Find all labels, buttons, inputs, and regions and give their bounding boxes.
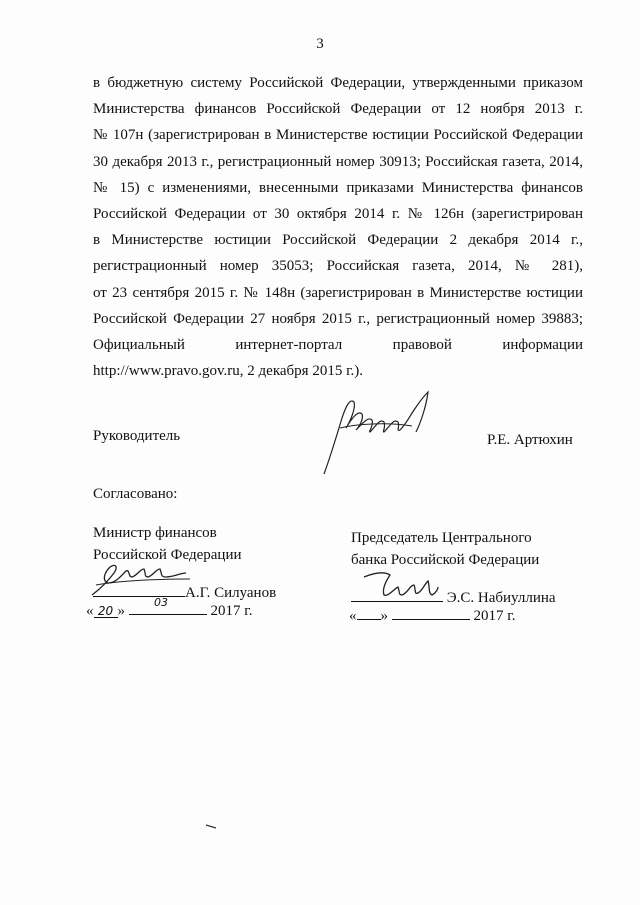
central-bank-date-year: 2017 г. bbox=[473, 608, 516, 624]
body-paragraph bbox=[93, 70, 583, 384]
agreed-label: Согласовано: bbox=[93, 486, 178, 502]
paragraph-line: http://www.pravo.gov.ru, 2 декабря 2015 г.). bbox=[93, 363, 364, 380]
paragraph-line: 30 декабря 2013 г., регистрационный номер 30913; Российская газета, 2014, bbox=[93, 153, 583, 170]
paragraph-line: Официальный интернет-портал правовой информации bbox=[93, 337, 583, 354]
head-signature bbox=[316, 388, 436, 478]
paragraph-line: Российской Федерации 27 ноября 2015 г., регистрационный номер 39883; bbox=[93, 310, 583, 327]
paragraph-line: № 107н (зарегистрирован в Министерстве юстиции Российской Федерации bbox=[93, 127, 583, 144]
minfin-title-line: Российской Федерации bbox=[93, 547, 242, 563]
head-name: Р.Е. Артюхин bbox=[487, 432, 573, 448]
paragraph-line: регистрационный номер 35053; Российская газета, 2014, № 281), bbox=[93, 258, 583, 275]
paragraph-line: Российской Федерации от 30 октября 2014 г. № 126н (зарегистрирован bbox=[93, 206, 583, 223]
central-bank-title-line: банка Российской Федерации bbox=[351, 552, 540, 568]
stray-mark bbox=[205, 823, 217, 829]
central-bank-name: Э.С. Набиуллина bbox=[446, 590, 556, 606]
minfin-signature-line bbox=[93, 582, 276, 602]
central-bank-date-line: « » 2017 г. bbox=[349, 605, 515, 625]
minfin-title-line: Министр финансов bbox=[93, 525, 217, 541]
minfin-date-year: 2017 г. bbox=[210, 603, 253, 619]
central-bank-signature-line bbox=[351, 587, 556, 607]
page-number: 3 bbox=[316, 36, 324, 52]
minfin-handwritten-day: 20 bbox=[97, 604, 114, 618]
minfin-handwritten-month: 03 bbox=[154, 596, 168, 609]
minfin-name: А.Г. Силуанов bbox=[185, 585, 277, 601]
paragraph-line: от 23 сентября 2015 г. № 148н (зарегистрирован в Министерстве юстиции bbox=[93, 284, 583, 301]
paragraph-line: № 15) с изменениями, внесенными приказами Министерства финансов bbox=[93, 179, 583, 196]
minfin-date-line: « 20 » 2017 г. bbox=[86, 600, 252, 620]
paragraph-line: Министерства финансов Российской Федерации от 12 ноября 2013 г. bbox=[93, 101, 583, 118]
head-title: Руководитель bbox=[93, 428, 181, 444]
central-bank-title-line: Председатель Центрального bbox=[351, 530, 532, 546]
paragraph-line: в бюджетную систему Российской Федерации, утвержденными приказом bbox=[93, 75, 583, 91]
paragraph-line: в Министерстве юстиции Российской Федерации 2 декабря 2014 г., bbox=[93, 232, 583, 249]
